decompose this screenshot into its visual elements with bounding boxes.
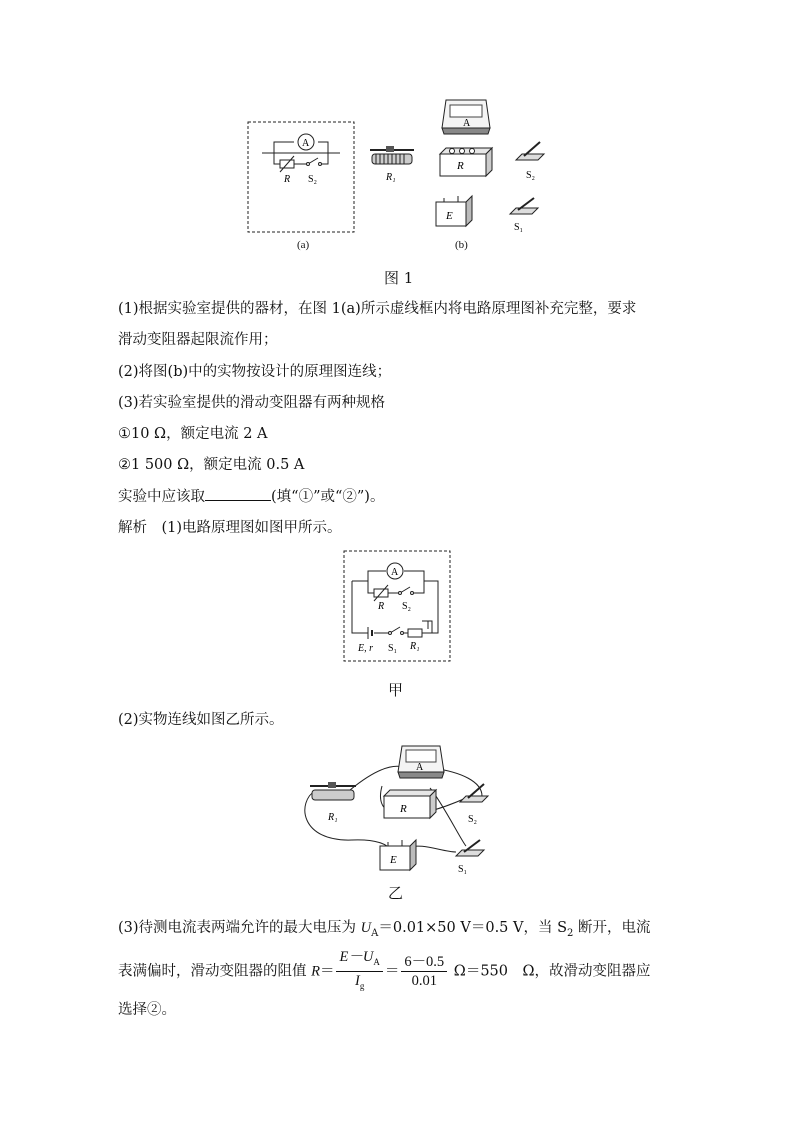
solution-2: (2)实物连线如图乙所示。 <box>118 712 284 728</box>
option-2: ②1 500 Ω，额定电流 0.5 A <box>118 457 305 473</box>
yi-ammeter <box>398 746 444 778</box>
slide-rheostat-device <box>370 146 414 183</box>
question-1-line-2: 滑动变阻器起限流作用； <box>118 332 278 348</box>
battery-device <box>436 196 472 226</box>
rheostat-label: R <box>284 174 291 185</box>
svg-text:R₁: R₁ <box>386 172 396 183</box>
switch2-device <box>516 142 544 181</box>
answer-blank <box>205 486 271 501</box>
svg-text:E, r: E, r <box>358 643 373 654</box>
svg-text:R: R <box>457 160 464 172</box>
svg-text:S₂: S₂ <box>468 814 478 825</box>
yi-switch2 <box>460 784 488 825</box>
question-3: (3)若实验室提供的滑动变阻器有两种规格 <box>118 395 386 411</box>
svg-text:S₂: S₂ <box>402 601 412 612</box>
switch2-label: S₂ <box>308 174 318 185</box>
fraction-numeric: $\frac{6-0.5}{0.01}$ <box>401 953 447 990</box>
svg-text:S₁: S₁ <box>514 222 524 233</box>
svg-text:R₁: R₁ <box>328 812 338 823</box>
yi-resistance-box <box>384 790 436 818</box>
caption-a: (a) <box>297 239 310 251</box>
ammeter-label: A <box>302 138 310 149</box>
resistance-box-device <box>440 148 492 176</box>
svg-text:S₁: S₁ <box>388 643 398 654</box>
svg-text:R: R <box>378 601 385 612</box>
solution-3-line-3: 选择②。 <box>118 1002 176 1018</box>
svg-text:R: R <box>400 803 407 815</box>
svg-text:S₁: S₁ <box>458 864 468 875</box>
yi-switch1 <box>456 840 484 875</box>
choose-line <box>118 486 384 507</box>
figure-jia-caption: 甲 <box>388 681 404 699</box>
svg-text:A: A <box>416 762 424 773</box>
svg-text:A: A <box>391 567 399 578</box>
yi-slide-rheostat <box>310 782 356 823</box>
choose-prefix: 实验中应该取 <box>118 489 205 505</box>
question-2: (2)将图(b)中的实物按设计的原理图连线； <box>118 364 392 380</box>
option-1: ①10 Ω，额定电流 2 A <box>118 426 268 442</box>
figure-1-caption: 图 1 <box>384 269 414 287</box>
solution-3-line-2: 表满偏时，滑动变阻器的阻值 R＝ $\frac{E-U_A}{I_g}$ ＝ $\frac{6-0.5}{0.01}$ Ω＝550 Ω，故滑动变阻器应 <box>118 948 651 995</box>
figure-yi <box>292 742 502 880</box>
solution-3-line-1: (3)待测电流表两端允许的最大电压为 $U_A=0.01\times 50$ V＝0.5 V，当 $S_2$ 断开，电流 <box>118 920 651 939</box>
svg-text:E: E <box>390 854 397 866</box>
figure-1a <box>246 120 356 235</box>
switch1-device <box>510 198 538 233</box>
choose-suffix: (填“①”或“②”)。 <box>271 489 385 505</box>
solution-1: 解析 (1)电路原理图如图甲所示。 <box>118 520 342 536</box>
fraction-formula: $\frac{E-U_A}{I_g}$ <box>336 948 382 995</box>
figure-jia <box>342 549 452 663</box>
caption-b: (b) <box>455 239 468 251</box>
svg-text:E: E <box>446 210 453 222</box>
figure-yi-caption: 乙 <box>388 884 404 902</box>
svg-text:A: A <box>463 118 471 129</box>
ammeter-device <box>442 100 490 134</box>
svg-text:R₁: R₁ <box>410 641 420 652</box>
question-1-line-1: (1)根据实验室提供的器材，在图 1(a)所示虚线框内将电路原理图补充完整，要求 <box>118 301 637 317</box>
svg-text:S₂: S₂ <box>526 170 536 181</box>
figure-1b <box>364 98 554 238</box>
